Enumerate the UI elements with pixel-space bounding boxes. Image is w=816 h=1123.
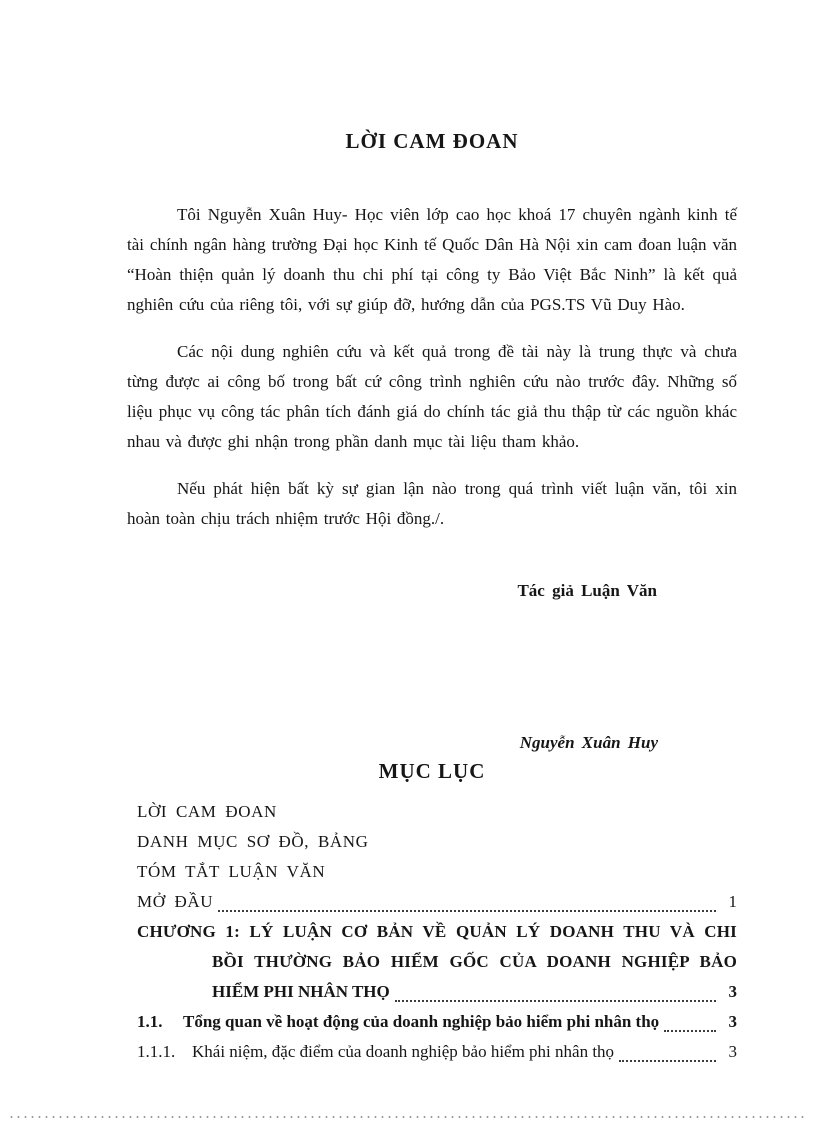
toc-entry-label: LỜI CAM ĐOAN <box>137 802 277 821</box>
toc-entry-tom-tat-luan-van <box>137 857 737 887</box>
page-edge-dotted-line <box>8 1116 808 1118</box>
toc-entry-1-1-1 <box>137 1037 737 1067</box>
toc-entry-label: TÓM TẮT LUẬN VĂN <box>137 862 326 881</box>
dot-leader <box>619 1037 716 1062</box>
toc-chapter-last-line <box>212 977 737 1007</box>
toc-page-number: 1 <box>728 892 737 911</box>
toc-entry-label: Khái niệm, đặc điểm của doanh nghiệp bảo hiểm phi nhân thọ <box>192 1042 615 1061</box>
signature-role: Tác giả Luận Văn <box>517 581 657 600</box>
toc-entry-chuong-1 <box>137 917 737 1007</box>
toc-entry-1-1 <box>137 1007 737 1037</box>
declaration-paragraph: Nếu phát hiện bất kỳ sự gian lận nào trong quá trình viết luận văn, tôi xin hoàn toàn chịu trách nhiệm trước Hội đồng./. <box>127 479 737 528</box>
dot-leader <box>395 977 716 1002</box>
toc-page-number: 3 <box>728 1012 737 1031</box>
toc-entry-label: DANH MỤC SƠ ĐỒ, BẢNG <box>137 832 369 851</box>
dot-leader <box>218 887 716 912</box>
declaration-title: LỜI CAM ĐOAN <box>345 129 519 153</box>
toc-entry-number: 1.1.1. <box>137 1042 176 1061</box>
toc-page-number: 3 <box>728 1042 737 1061</box>
toc-entry-label: Tổng quan về hoạt động của doanh nghiệp bảo hiểm phi nhân thọ <box>183 1012 660 1031</box>
toc-title: MỤC LỤC <box>378 759 486 783</box>
table-of-contents <box>127 797 737 1067</box>
toc-entry-label: MỞ ĐẦU <box>137 892 214 911</box>
toc-entry-loi-cam-doan <box>137 797 737 827</box>
toc-chapter-line: BỒI THƯỜNG BẢO HIỂM GỐC CỦA DOANH NGHIỆP BẢO <box>212 952 737 971</box>
signature-name: Nguyễn Xuân Huy <box>519 733 658 752</box>
toc-entry-number: 1.1. <box>137 1012 163 1031</box>
declaration-paragraph: Các nội dung nghiên cứu và kết quả trong đề tài này là trung thực và chưa từng được ai công bố trong bất cứ công trình nghiên cứu nào trước đây. Những số liệu phục vụ công tác phân tích đánh giá do chính tác giả thu thập từ các nguồn khác nhau và được ghi nhận trong phần danh mục tài liệu tham khảo. <box>127 342 737 451</box>
toc-entry-danh-muc-so-do-bang <box>137 827 737 857</box>
dot-leader <box>664 1007 716 1032</box>
toc-chapter-line: HIỂM PHI NHÂN THỌ <box>212 982 390 1001</box>
toc-page-number: 3 <box>728 982 737 1001</box>
toc-entry-mo-dau <box>137 887 737 917</box>
toc-chapter-line: CHƯƠNG 1: LÝ LUẬN CƠ BẢN VỀ QUẢN LÝ DOANH THU VÀ CHI <box>137 922 737 941</box>
declaration-paragraph: Tôi Nguyễn Xuân Huy- Học viên lớp cao học khoá 17 chuyên ngành kinh tế tài chính ngân hàng trường Đại học Kinh tế Quốc Dân Hà Nội xin cam đoan luận văn “Hoàn thiện quản lý doanh thu chi phí tại công ty Bảo Việt Bắc Ninh” là kết quả nghiên cứu của riêng tôi, với sự giúp đỡ, hướng dẫn của PGS.TS Vũ Duy Hào. <box>127 205 737 314</box>
